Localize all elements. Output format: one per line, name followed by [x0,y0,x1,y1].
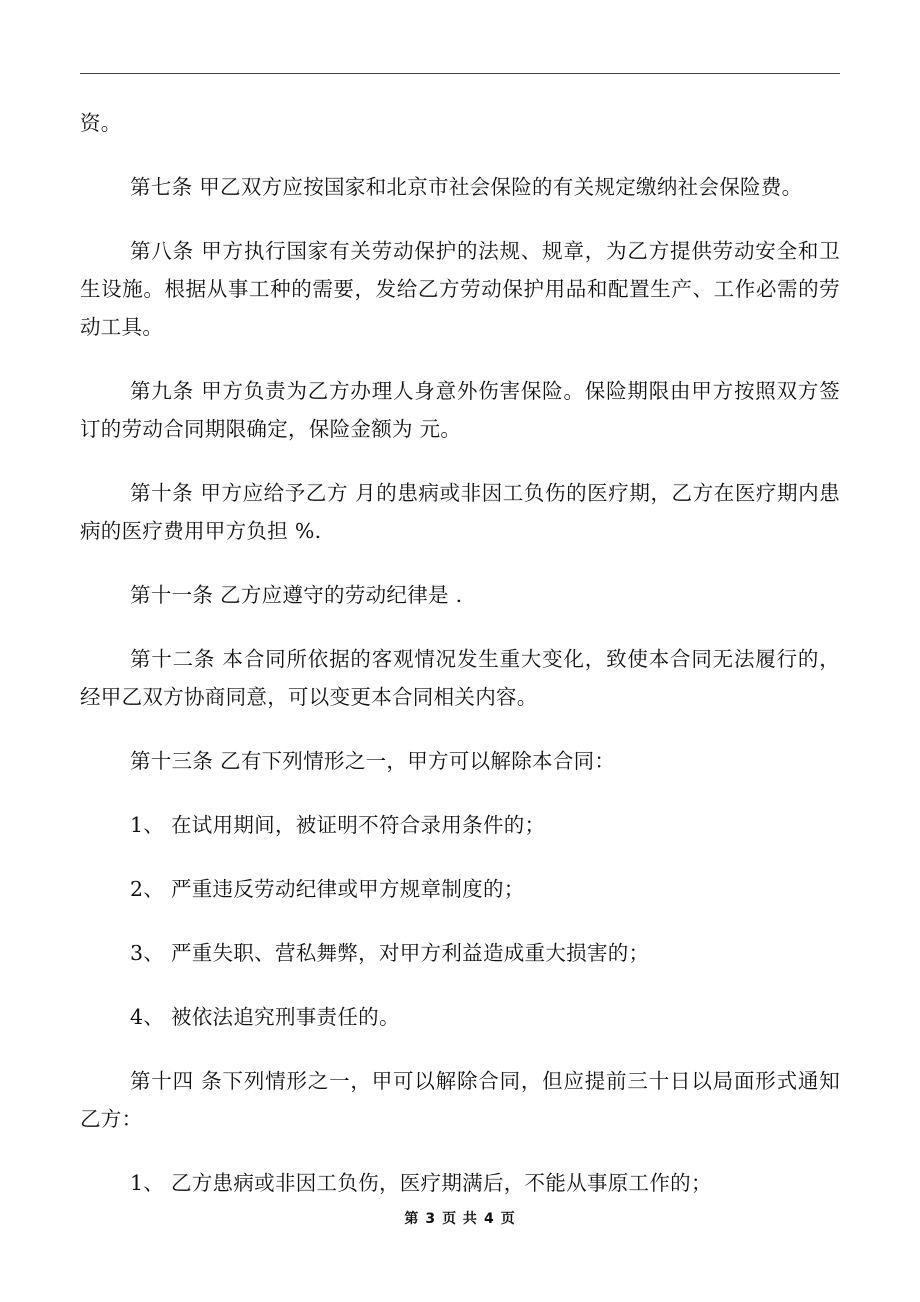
article-8: 第八条 甲方执行国家有关劳动保护的法规、规章，为乙方提供劳动安全和卫生设施。根据从事工种的需要，发给乙方劳动保护用品和配置生产、工作必需的劳动工具。 [80,239,840,339]
footer-middle: 页 共 [442,1211,478,1227]
footer-current-page: 3 [425,1211,437,1227]
article-11: 第十一条 乙方应遵守的劳动纪律是 . [130,583,463,607]
header-rule [80,73,840,74]
paragraph-continuation: 资。 [80,111,122,135]
article-13: 第十三条 乙有下列情形之一，甲方可以解除本合同： [130,749,616,773]
page-footer [0,1208,920,1228]
article-14: 第十四 条下列情形之一，甲可以解除合同，但应提前三十日以局面形式通知乙方： [80,1069,840,1131]
document-body [80,104,840,1228]
article-10: 第十条 甲方应给予乙方 月的患病或非因工负伤的医疗期，乙方在医疗期内患病的医疗费用甲方负担 %. [80,481,840,543]
article-12: 第十二条 本合同所依据的客观情况发生重大变化，致使本合同无法履行的，经甲乙双方协商同意，可以变更本合同相关内容。 [80,647,840,709]
article-13-item-2: 2、 严重违反劳动纪律或甲方规章制度的； [130,877,525,901]
footer-suffix: 页 [500,1211,516,1227]
article-9: 第九条 甲方负责为乙方办理人身意外伤害保险。保险期限由甲方按照双方签订的劳动合同期限确定，保险金额为 元。 [80,379,840,441]
article-13-item-1: 1、 在试用期间，被证明不符合录用条件的； [130,813,546,837]
article-13-item-4: 4、 被依法追究刑事责任的。 [130,1005,400,1029]
article-14-item-1: 1、 乙方患病或非因工负伤，医疗期满后，不能从事原工作的； [130,1171,712,1195]
footer-prefix: 第 [404,1211,420,1227]
footer-total-pages: 4 [483,1211,495,1227]
article-13-item-3: 3、 严重失职、营私舞弊，对甲方利益造成重大损害的； [130,941,650,965]
article-7: 第七条 甲乙双方应按国家和北京市社会保险的有关规定缴纳社会保险费。 [130,175,803,199]
